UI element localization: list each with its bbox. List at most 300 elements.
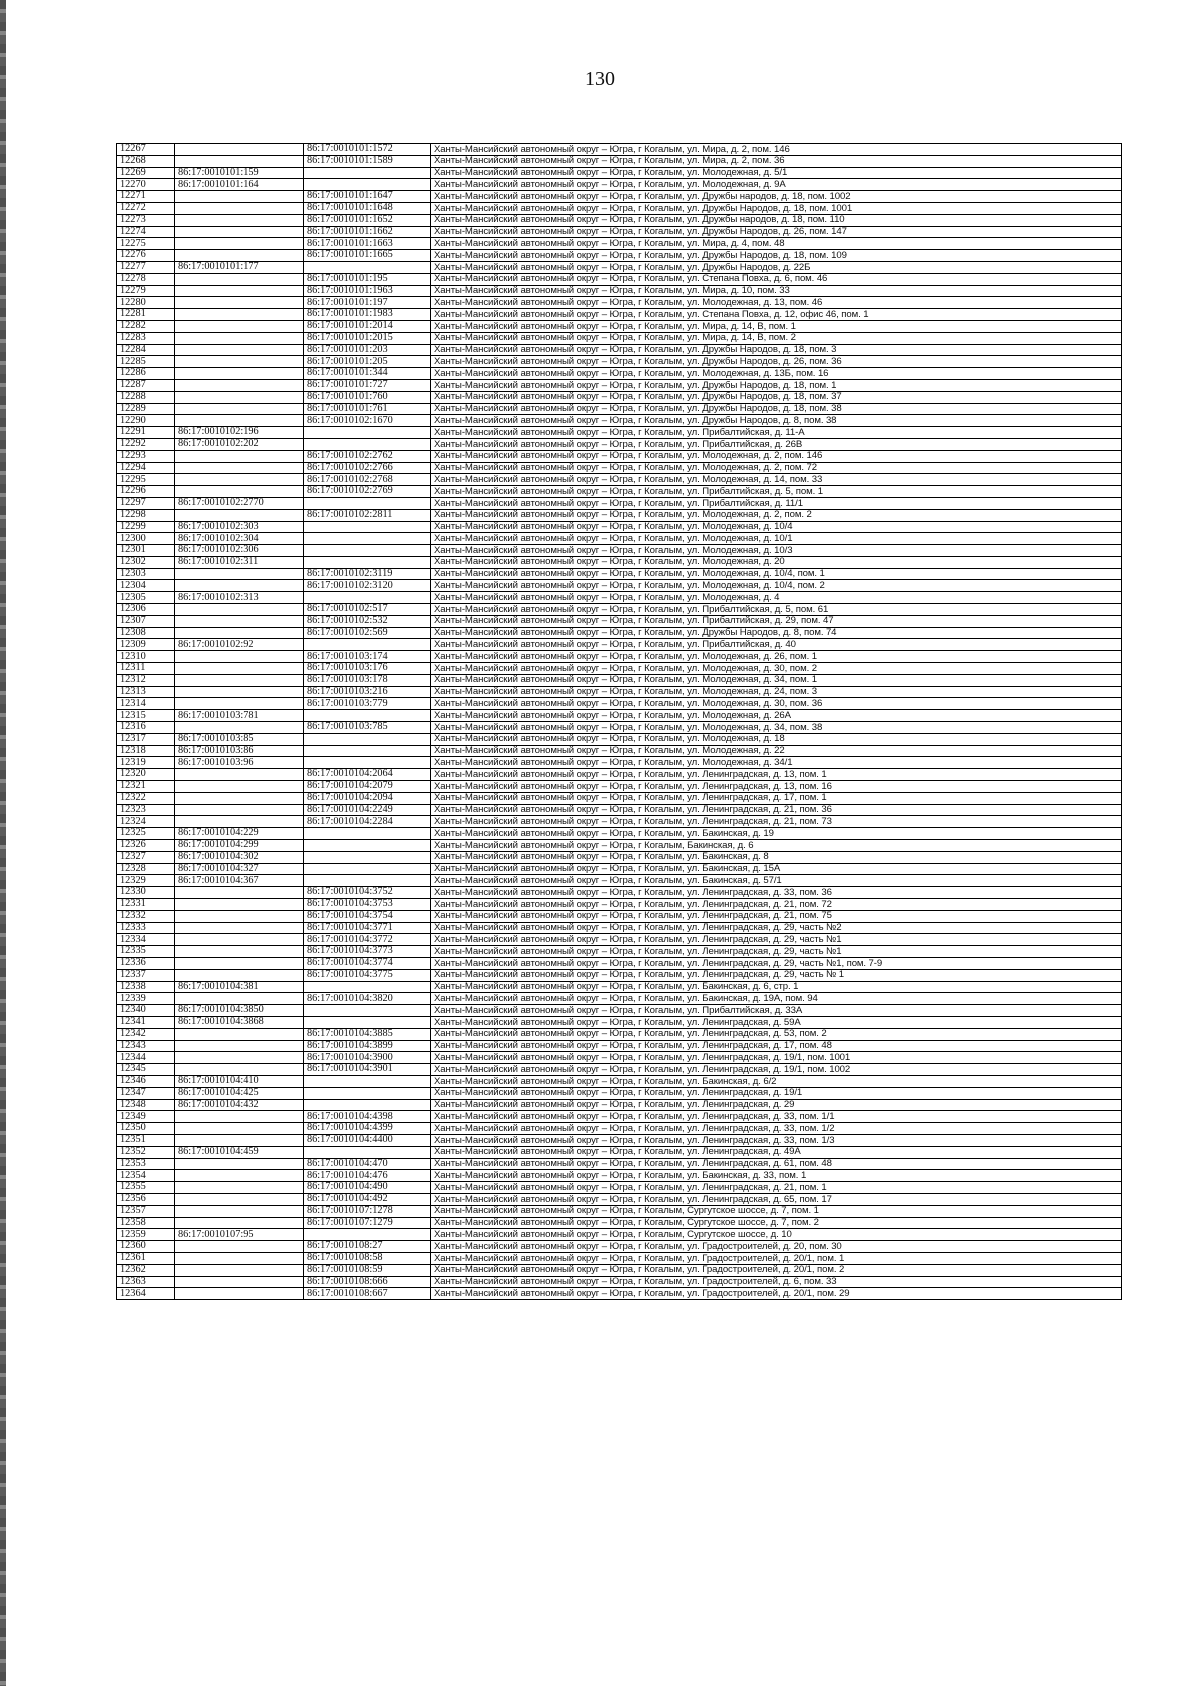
address-cell: Ханты-Мансийский автономный округ – Югра, г Когалым, ул. Ленинградская, д. 29, часть №1 (431, 934, 1122, 946)
table-row (117, 792, 1122, 804)
land-cadastral-number-cell: 86:17:0010101:159 (175, 167, 304, 179)
land-cadastral-number-cell (175, 297, 304, 309)
row-number-cell: 12268 (117, 155, 175, 167)
address-cell: Ханты-Мансийский автономный округ – Югра, г Когалым, ул. Молодежная, д. 14, пом. 33 (431, 474, 1122, 486)
table-row (117, 1052, 1122, 1064)
premises-cadastral-number-cell: 86:17:0010102:517 (304, 604, 431, 616)
premises-cadastral-number-cell: 86:17:0010104:3901 (304, 1064, 431, 1076)
address-cell: Ханты-Мансийский автономный округ – Югра, г Когалым, ул. Ленинградская, д. 33, пом. 1/1 (431, 1111, 1122, 1123)
land-cadastral-number-cell (175, 250, 304, 262)
address-cell: Ханты-Мансийский автономный округ – Югра, г Когалым, ул. Бакинская, д. 57/1 (431, 875, 1122, 887)
table-row (117, 250, 1122, 262)
row-number-cell: 12289 (117, 403, 175, 415)
row-number-cell: 12272 (117, 202, 175, 214)
address-cell: Ханты-Мансийский автономный округ – Югра, г Когалым, ул. Молодежная, д. 26А (431, 710, 1122, 722)
table-row (117, 781, 1122, 793)
row-number-cell: 12363 (117, 1276, 175, 1288)
address-cell: Ханты-Мансийский автономный округ – Югра, г Когалым, ул. Степана Повха, д. 6, пом. 46 (431, 273, 1122, 285)
table-row (117, 733, 1122, 745)
row-number-cell: 12341 (117, 1016, 175, 1028)
land-cadastral-number-cell (175, 627, 304, 639)
table-row (117, 993, 1122, 1005)
row-number-cell: 12295 (117, 474, 175, 486)
premises-cadastral-number-cell: 86:17:0010104:3771 (304, 922, 431, 934)
row-number-cell: 12349 (117, 1111, 175, 1123)
table-row (117, 226, 1122, 238)
land-cadastral-number-cell (175, 816, 304, 828)
address-cell: Ханты-Мансийский автономный округ – Югра, г Когалым, ул. Молодежная, д. 20 (431, 556, 1122, 568)
land-cadastral-number-cell (175, 391, 304, 403)
row-number-cell: 12307 (117, 615, 175, 627)
row-number-cell: 12342 (117, 1028, 175, 1040)
table-row (117, 521, 1122, 533)
address-cell: Ханты-Мансийский автономный округ – Югра, г Когалым, ул. Ленинградская, д. 29, часть №1 (431, 946, 1122, 958)
table-row (117, 757, 1122, 769)
land-cadastral-number-cell: 86:17:0010102:2770 (175, 497, 304, 509)
address-cell: Ханты-Мансийский автономный округ – Югра, г Когалым, ул. Прибалтийская, д. 5, пом. 1 (431, 486, 1122, 498)
table-row (117, 568, 1122, 580)
premises-cadastral-number-cell (304, 1005, 431, 1017)
row-number-cell: 12291 (117, 427, 175, 439)
land-cadastral-number-cell: 86:17:0010102:306 (175, 545, 304, 557)
address-cell: Ханты-Мансийский автономный округ – Югра, г Когалым, ул. Градостроителей, д. 20/1, пом. 29 (431, 1288, 1122, 1300)
address-cell: Ханты-Мансийский автономный округ – Югра, г Когалым, ул. Молодежная, д. 10/4, пом. 2 (431, 580, 1122, 592)
row-number-cell: 12290 (117, 415, 175, 427)
land-cadastral-number-cell: 86:17:0010103:781 (175, 710, 304, 722)
land-cadastral-number-cell (175, 191, 304, 203)
table-row (117, 403, 1122, 415)
land-cadastral-number-cell (175, 1182, 304, 1194)
row-number-cell: 12301 (117, 545, 175, 557)
premises-cadastral-number-cell (304, 533, 431, 545)
row-number-cell: 12273 (117, 214, 175, 226)
address-cell: Ханты-Мансийский автономный округ – Югра, г Когалым, ул. Молодежная, д. 2, пом. 72 (431, 462, 1122, 474)
address-cell: Ханты-Мансийский автономный округ – Югра, г Когалым, ул. Дружбы Народов, д. 18, пом. 1 (431, 379, 1122, 391)
row-number-cell: 12362 (117, 1264, 175, 1276)
land-cadastral-number-cell: 86:17:0010107:95 (175, 1229, 304, 1241)
premises-cadastral-number-cell: 86:17:0010108:58 (304, 1252, 431, 1264)
premises-cadastral-number-cell (304, 828, 431, 840)
premises-cadastral-number-cell: 86:17:0010103:176 (304, 663, 431, 675)
land-cadastral-number-cell (175, 226, 304, 238)
premises-cadastral-number-cell: 86:17:0010104:3772 (304, 934, 431, 946)
address-cell: Ханты-Мансийский автономный округ – Югра, г Когалым, ул. Бакинская, д. 33, пом. 1 (431, 1170, 1122, 1182)
row-number-cell: 12323 (117, 804, 175, 816)
address-cell: Ханты-Мансийский автономный округ – Югра, г Когалым, ул. Дружбы Народов, д. 18, пом. 1001 (431, 202, 1122, 214)
land-cadastral-number-cell (175, 698, 304, 710)
address-cell: Ханты-Мансийский автономный округ – Югра, г Когалым, ул. Прибалтийская, д. 11/1 (431, 497, 1122, 509)
address-cell: Ханты-Мансийский автономный округ – Югра, г Когалым, ул. Градостроителей, д. 20/1, пом. 1 (431, 1252, 1122, 1264)
land-cadastral-number-cell: 86:17:0010102:313 (175, 592, 304, 604)
table-row (117, 344, 1122, 356)
table-row (117, 486, 1122, 498)
land-cadastral-number-cell: 86:17:0010104:459 (175, 1146, 304, 1158)
land-cadastral-number-cell: 86:17:0010104:327 (175, 863, 304, 875)
row-number-cell: 12311 (117, 663, 175, 675)
table-row (117, 1134, 1122, 1146)
premises-cadastral-number-cell (304, 545, 431, 557)
table-row (117, 450, 1122, 462)
row-number-cell: 12335 (117, 946, 175, 958)
land-cadastral-number-cell (175, 415, 304, 427)
row-number-cell: 12352 (117, 1146, 175, 1158)
row-number-cell: 12308 (117, 627, 175, 639)
land-cadastral-number-cell (175, 202, 304, 214)
row-number-cell: 12357 (117, 1205, 175, 1217)
row-number-cell: 12320 (117, 769, 175, 781)
row-number-cell: 12293 (117, 450, 175, 462)
row-number-cell: 12279 (117, 285, 175, 297)
table-row (117, 1064, 1122, 1076)
table-row (117, 840, 1122, 852)
address-cell: Ханты-Мансийский автономный округ – Югра, г Когалым, ул. Дружбы народов, д. 18, пом. 110 (431, 214, 1122, 226)
premises-cadastral-number-cell: 86:17:0010101:1662 (304, 226, 431, 238)
address-cell: Ханты-Мансийский автономный округ – Югра, г Когалым, ул. Прибалтийская, д. 5, пом. 61 (431, 604, 1122, 616)
table-row (117, 1158, 1122, 1170)
land-cadastral-number-cell (175, 1028, 304, 1040)
land-cadastral-number-cell: 86:17:0010102:304 (175, 533, 304, 545)
land-cadastral-number-cell (175, 899, 304, 911)
address-cell: Ханты-Мансийский автономный округ – Югра, г Когалым, ул. Мира, д. 2, пом. 36 (431, 155, 1122, 167)
row-number-cell: 12319 (117, 757, 175, 769)
premises-cadastral-number-cell: 86:17:0010101:1647 (304, 191, 431, 203)
address-cell: Ханты-Мансийский автономный округ – Югра, г Когалым, ул. Прибалтийская, д. 29, пом. 47 (431, 615, 1122, 627)
row-number-cell: 12288 (117, 391, 175, 403)
table-row (117, 816, 1122, 828)
land-cadastral-number-cell (175, 910, 304, 922)
land-cadastral-number-cell (175, 356, 304, 368)
premises-cadastral-number-cell: 86:17:0010101:727 (304, 379, 431, 391)
table-row (117, 863, 1122, 875)
address-cell: Ханты-Мансийский автономный округ – Югра, г Когалым, ул. Степана Повха, д. 12, офис 46, пом. 1 (431, 309, 1122, 321)
land-cadastral-number-cell (175, 922, 304, 934)
premises-cadastral-number-cell: 86:17:0010102:532 (304, 615, 431, 627)
premises-cadastral-number-cell (304, 710, 431, 722)
land-cadastral-number-cell (175, 1193, 304, 1205)
premises-cadastral-number-cell: 86:17:0010101:195 (304, 273, 431, 285)
land-cadastral-number-cell: 86:17:0010104:381 (175, 981, 304, 993)
row-number-cell: 12318 (117, 745, 175, 757)
premises-cadastral-number-cell: 86:17:0010101:1963 (304, 285, 431, 297)
land-cadastral-number-cell (175, 651, 304, 663)
table-row (117, 981, 1122, 993)
land-cadastral-number-cell (175, 462, 304, 474)
premises-cadastral-number-cell: 86:17:0010108:59 (304, 1264, 431, 1276)
row-number-cell: 12270 (117, 179, 175, 191)
land-cadastral-number-cell (175, 663, 304, 675)
address-cell: Ханты-Мансийский автономный округ – Югра, г Когалым, ул. Ленинградская, д. 17, пом. 1 (431, 792, 1122, 804)
table-row (117, 332, 1122, 344)
address-cell: Ханты-Мансийский автономный округ – Югра, г Когалым, ул. Дружбы Народов, д. 26, пом. 36 (431, 356, 1122, 368)
address-cell: Ханты-Мансийский автономный округ – Югра, г Когалым, ул. Молодежная, д. 24, пом. 3 (431, 686, 1122, 698)
row-number-cell: 12350 (117, 1123, 175, 1135)
row-number-cell: 12321 (117, 781, 175, 793)
row-number-cell: 12324 (117, 816, 175, 828)
table-row (117, 1276, 1122, 1288)
land-cadastral-number-cell: 86:17:0010102:311 (175, 556, 304, 568)
premises-cadastral-number-cell: 86:17:0010101:203 (304, 344, 431, 356)
land-cadastral-number-cell: 86:17:0010104:410 (175, 1075, 304, 1087)
row-number-cell: 12364 (117, 1288, 175, 1300)
premises-cadastral-number-cell: 86:17:0010104:3900 (304, 1052, 431, 1064)
address-cell: Ханты-Мансийский автономный округ – Югра, г Когалым, ул. Бакинская, д. 19 (431, 828, 1122, 840)
row-number-cell: 12347 (117, 1087, 175, 1099)
table-row (117, 1040, 1122, 1052)
address-cell: Ханты-Мансийский автономный округ – Югра, г Когалым, ул. Ленинградская, д. 33, пом. 1/2 (431, 1123, 1122, 1135)
row-number-cell: 12280 (117, 297, 175, 309)
address-cell: Ханты-Мансийский автономный округ – Югра, г Когалым, ул. Ленинградская, д. 13, пом. 1 (431, 769, 1122, 781)
row-number-cell: 12344 (117, 1052, 175, 1064)
table-row (117, 415, 1122, 427)
table-row (117, 214, 1122, 226)
table-row (117, 545, 1122, 557)
address-cell: Ханты-Мансийский автономный округ – Югра, г Когалым, ул. Мира, д. 10, пом. 33 (431, 285, 1122, 297)
address-cell: Ханты-Мансийский автономный округ – Югра, г Когалым, ул. Молодежная, д. 10/4, пом. 1 (431, 568, 1122, 580)
premises-cadastral-number-cell: 86:17:0010102:2768 (304, 474, 431, 486)
scan-edge-shadow (0, 0, 6, 1686)
table-row (117, 427, 1122, 439)
table-row (117, 1229, 1122, 1241)
land-cadastral-number-cell: 86:17:0010104:425 (175, 1087, 304, 1099)
row-number-cell: 12356 (117, 1193, 175, 1205)
address-cell: Ханты-Мансийский автономный округ – Югра, г Когалым, Бакинская, д. 6 (431, 840, 1122, 852)
premises-cadastral-number-cell: 86:17:0010103:779 (304, 698, 431, 710)
land-cadastral-number-cell (175, 332, 304, 344)
row-number-cell: 12296 (117, 486, 175, 498)
row-number-cell: 12334 (117, 934, 175, 946)
table-row (117, 309, 1122, 321)
premises-cadastral-number-cell: 86:17:0010104:3899 (304, 1040, 431, 1052)
premises-cadastral-number-cell (304, 1099, 431, 1111)
address-cell: Ханты-Мансийский автономный округ – Югра, г Когалым, ул. Прибалтийская, д. 26В (431, 438, 1122, 450)
address-cell: Ханты-Мансийский автономный округ – Югра, г Когалым, ул. Мира, д. 14, В, пом. 1 (431, 320, 1122, 332)
row-number-cell: 12355 (117, 1182, 175, 1194)
premises-cadastral-number-cell (304, 1016, 431, 1028)
premises-cadastral-number-cell: 86:17:0010102:2769 (304, 486, 431, 498)
table-row (117, 438, 1122, 450)
land-cadastral-number-cell (175, 1205, 304, 1217)
table-row (117, 887, 1122, 899)
row-number-cell: 12348 (117, 1099, 175, 1111)
table-row (117, 368, 1122, 380)
land-cadastral-number-cell (175, 946, 304, 958)
address-cell: Ханты-Мансийский автономный округ – Югра, г Когалым, ул. Ленинградская, д. 21, пом. 75 (431, 910, 1122, 922)
row-number-cell: 12343 (117, 1040, 175, 1052)
table-row (117, 957, 1122, 969)
premises-cadastral-number-cell (304, 639, 431, 651)
address-cell: Ханты-Мансийский автономный округ – Югра, г Когалым, ул. Ленинградская, д. 59А (431, 1016, 1122, 1028)
address-cell: Ханты-Мансийский автономный округ – Югра, г Когалым, ул. Молодежная, д. 26, пом. 1 (431, 651, 1122, 663)
premises-cadastral-number-cell: 86:17:0010104:3774 (304, 957, 431, 969)
premises-cadastral-number-cell: 86:17:0010101:1665 (304, 250, 431, 262)
row-number-cell: 12304 (117, 580, 175, 592)
premises-cadastral-number-cell (304, 427, 431, 439)
address-cell: Ханты-Мансийский автономный округ – Югра, г Когалым, ул. Ленинградская, д. 29, часть №1, пом. 7-9 (431, 957, 1122, 969)
address-cell: Ханты-Мансийский автономный округ – Югра, г Когалым, ул. Ленинградская, д. 19/1, пом. 1001 (431, 1052, 1122, 1064)
premises-cadastral-number-cell: 86:17:0010107:1279 (304, 1217, 431, 1229)
table-row (117, 1028, 1122, 1040)
page-number: 130 (585, 68, 615, 90)
address-cell: Ханты-Мансийский автономный округ – Югра, г Когалым, ул. Молодежная, д. 30, пом. 36 (431, 698, 1122, 710)
land-cadastral-number-cell (175, 580, 304, 592)
premises-cadastral-number-cell (304, 261, 431, 273)
table-row (117, 828, 1122, 840)
address-cell: Ханты-Мансийский автономный округ – Югра, г Когалым, ул. Дружбы Народов, д. 18, пом. 3 (431, 344, 1122, 356)
row-number-cell: 12300 (117, 533, 175, 545)
address-cell: Ханты-Мансийский автономный округ – Югра, г Когалым, ул. Мира, д. 14, В, пом. 2 (431, 332, 1122, 344)
land-cadastral-number-cell (175, 1217, 304, 1229)
land-cadastral-number-cell (175, 214, 304, 226)
table-row (117, 674, 1122, 686)
premises-cadastral-number-cell: 86:17:0010101:2015 (304, 332, 431, 344)
row-number-cell: 12358 (117, 1217, 175, 1229)
premises-cadastral-number-cell: 86:17:0010101:1652 (304, 214, 431, 226)
row-number-cell: 12313 (117, 686, 175, 698)
address-cell: Ханты-Мансийский автономный округ – Югра, г Когалым, ул. Бакинская, д. 8 (431, 851, 1122, 863)
premises-cadastral-number-cell: 86:17:0010104:2284 (304, 816, 431, 828)
table-row (117, 1087, 1122, 1099)
row-number-cell: 12275 (117, 238, 175, 250)
land-cadastral-number-cell: 86:17:0010104:229 (175, 828, 304, 840)
address-cell: Ханты-Мансийский автономный округ – Югра, г Когалым, ул. Прибалтийская, д. 40 (431, 639, 1122, 651)
address-cell: Ханты-Мансийский автономный округ – Югра, г Когалым, ул. Молодежная, д. 10/3 (431, 545, 1122, 557)
premises-cadastral-number-cell: 86:17:0010104:3752 (304, 887, 431, 899)
table-row (117, 1111, 1122, 1123)
land-cadastral-number-cell: 86:17:0010101:164 (175, 179, 304, 191)
table-row (117, 556, 1122, 568)
row-number-cell: 12315 (117, 710, 175, 722)
premises-cadastral-number-cell (304, 497, 431, 509)
land-cadastral-number-cell: 86:17:0010102:92 (175, 639, 304, 651)
land-cadastral-number-cell: 86:17:0010104:3850 (175, 1005, 304, 1017)
row-number-cell: 12305 (117, 592, 175, 604)
table-row (117, 1170, 1122, 1182)
table-row (117, 663, 1122, 675)
address-cell: Ханты-Мансийский автономный округ – Югра, г Когалым, Сургутское шоссе, д. 7, пом. 2 (431, 1217, 1122, 1229)
table-row (117, 1182, 1122, 1194)
address-cell: Ханты-Мансийский автономный округ – Югра, г Когалым, ул. Бакинская, д. 19А, пом. 94 (431, 993, 1122, 1005)
premises-cadastral-number-cell: 86:17:0010101:760 (304, 391, 431, 403)
premises-cadastral-number-cell: 86:17:0010103:174 (304, 651, 431, 663)
premises-cadastral-number-cell: 86:17:0010104:470 (304, 1158, 431, 1170)
premises-cadastral-number-cell: 86:17:0010103:785 (304, 722, 431, 734)
table-row (117, 745, 1122, 757)
premises-cadastral-number-cell: 86:17:0010107:1278 (304, 1205, 431, 1217)
address-cell: Ханты-Мансийский автономный округ – Югра, г Когалым, ул. Бакинская, д. 15А (431, 863, 1122, 875)
row-number-cell: 12285 (117, 356, 175, 368)
land-cadastral-number-cell: 86:17:0010103:96 (175, 757, 304, 769)
table-row (117, 497, 1122, 509)
address-cell: Ханты-Мансийский автономный округ – Югра, г Когалым, ул. Градостроителей, д. 20, пом. 30 (431, 1241, 1122, 1253)
row-number-cell: 12354 (117, 1170, 175, 1182)
land-cadastral-number-cell: 86:17:0010103:86 (175, 745, 304, 757)
address-cell: Ханты-Мансийский автономный округ – Югра, г Когалым, ул. Ленинградская, д. 21, пом. 72 (431, 899, 1122, 911)
address-cell: Ханты-Мансийский автономный округ – Югра, г Когалым, ул. Ленинградская, д. 29 (431, 1099, 1122, 1111)
address-cell: Ханты-Мансийский автономный округ – Югра, г Когалым, ул. Дружбы Народов, д. 18, пом. 38 (431, 403, 1122, 415)
address-cell: Ханты-Мансийский автономный округ – Югра, г Когалым, ул. Молодежная, д. 10/4 (431, 521, 1122, 533)
premises-cadastral-number-cell: 86:17:0010104:4398 (304, 1111, 431, 1123)
row-number-cell: 12309 (117, 639, 175, 651)
premises-cadastral-number-cell: 86:17:0010101:2014 (304, 320, 431, 332)
table-row (117, 179, 1122, 191)
address-cell: Ханты-Мансийский автономный округ – Югра, г Когалым, ул. Ленинградская, д. 19/1, пом. 1002 (431, 1064, 1122, 1076)
registry-table (116, 143, 1122, 1300)
premises-cadastral-number-cell (304, 1229, 431, 1241)
row-number-cell: 12339 (117, 993, 175, 1005)
premises-cadastral-number-cell: 86:17:0010101:1983 (304, 309, 431, 321)
premises-cadastral-number-cell: 86:17:0010102:1670 (304, 415, 431, 427)
row-number-cell: 12351 (117, 1134, 175, 1146)
land-cadastral-number-cell (175, 379, 304, 391)
table-row (117, 509, 1122, 521)
row-number-cell: 12302 (117, 556, 175, 568)
premises-cadastral-number-cell: 86:17:0010102:2811 (304, 509, 431, 521)
table-row (117, 934, 1122, 946)
row-number-cell: 12276 (117, 250, 175, 262)
land-cadastral-number-cell: 86:17:0010102:303 (175, 521, 304, 533)
table-row (117, 273, 1122, 285)
land-cadastral-number-cell (175, 969, 304, 981)
premises-cadastral-number-cell: 86:17:0010101:1572 (304, 144, 431, 156)
table-row (117, 627, 1122, 639)
row-number-cell: 12346 (117, 1075, 175, 1087)
premises-cadastral-number-cell: 86:17:0010104:3754 (304, 910, 431, 922)
row-number-cell: 12292 (117, 438, 175, 450)
address-cell: Ханты-Мансийский автономный округ – Югра, г Когалым, ул. Мира, д. 4, пом. 48 (431, 238, 1122, 250)
table-row (117, 320, 1122, 332)
land-cadastral-number-cell (175, 1064, 304, 1076)
land-cadastral-number-cell (175, 238, 304, 250)
land-cadastral-number-cell (175, 781, 304, 793)
premises-cadastral-number-cell (304, 733, 431, 745)
table-row (117, 698, 1122, 710)
table-row (117, 651, 1122, 663)
address-cell: Ханты-Мансийский автономный округ – Югра, г Когалым, ул. Молодежная, д. 30, пом. 2 (431, 663, 1122, 675)
address-cell: Ханты-Мансийский автономный округ – Югра, г Когалым, ул. Ленинградская, д. 29, часть №2 (431, 922, 1122, 934)
table-row (117, 1241, 1122, 1253)
address-cell: Ханты-Мансийский автономный округ – Югра, г Когалым, ул. Бакинская, д. 6, стр. 1 (431, 981, 1122, 993)
row-number-cell: 12317 (117, 733, 175, 745)
land-cadastral-number-cell (175, 1252, 304, 1264)
address-cell: Ханты-Мансийский автономный округ – Югра, г Когалым, ул. Ленинградская, д. 21, пом. 1 (431, 1182, 1122, 1194)
row-number-cell: 12271 (117, 191, 175, 203)
address-cell: Ханты-Мансийский автономный округ – Югра, г Когалым, ул. Дружбы Народов, д. 8, пом. 38 (431, 415, 1122, 427)
address-cell: Ханты-Мансийский автономный округ – Югра, г Когалым, ул. Молодежная, д. 34, пом. 1 (431, 674, 1122, 686)
premises-cadastral-number-cell (304, 179, 431, 191)
land-cadastral-number-cell (175, 804, 304, 816)
premises-cadastral-number-cell (304, 745, 431, 757)
table-row (117, 261, 1122, 273)
land-cadastral-number-cell (175, 1264, 304, 1276)
address-cell: Ханты-Мансийский автономный округ – Югра, г Когалым, ул. Молодежная, д. 13Б, пом. 16 (431, 368, 1122, 380)
row-number-cell: 12329 (117, 875, 175, 887)
land-cadastral-number-cell (175, 722, 304, 734)
table-row (117, 1193, 1122, 1205)
premises-cadastral-number-cell: 86:17:0010102:3119 (304, 568, 431, 580)
address-cell: Ханты-Мансийский автономный округ – Югра, г Когалым, ул. Мира, д. 2, пом. 146 (431, 144, 1122, 156)
premises-cadastral-number-cell (304, 556, 431, 568)
land-cadastral-number-cell: 86:17:0010104:3868 (175, 1016, 304, 1028)
premises-cadastral-number-cell (304, 438, 431, 450)
premises-cadastral-number-cell (304, 1146, 431, 1158)
premises-cadastral-number-cell: 86:17:0010102:569 (304, 627, 431, 639)
table-row (117, 769, 1122, 781)
table-row (117, 1075, 1122, 1087)
table-row (117, 1123, 1122, 1135)
premises-cadastral-number-cell: 86:17:0010102:3120 (304, 580, 431, 592)
address-cell: Ханты-Мансийский автономный округ – Югра, г Когалым, ул. Дружбы Народов, д. 22Б (431, 261, 1122, 273)
address-cell: Ханты-Мансийский автономный округ – Югра, г Когалым, Сургутское шоссе, д. 10 (431, 1229, 1122, 1241)
